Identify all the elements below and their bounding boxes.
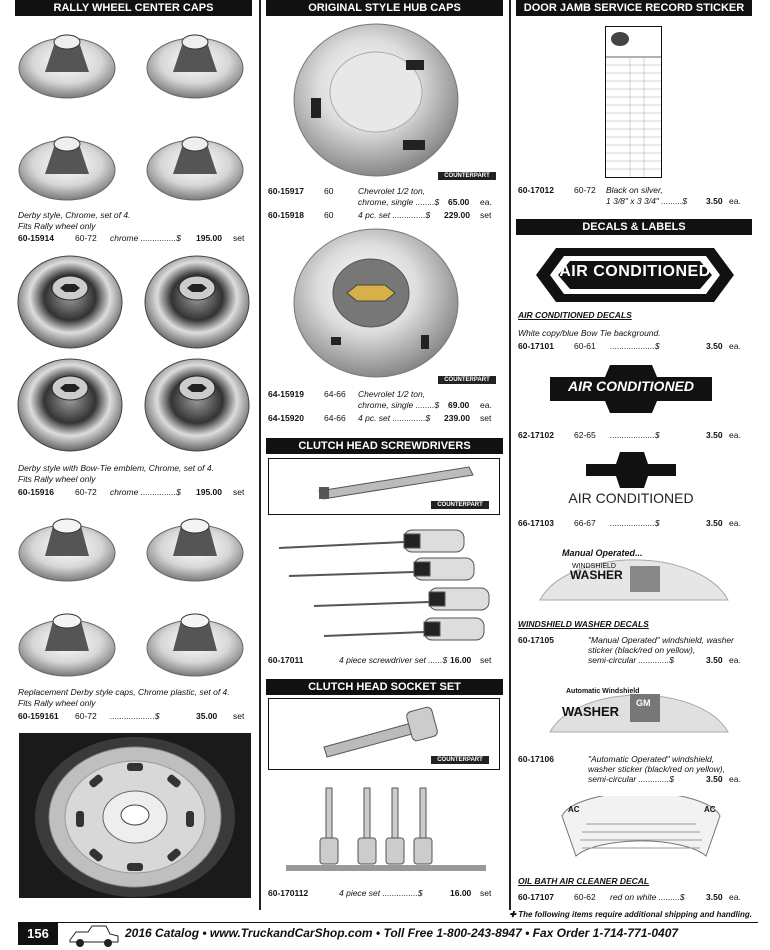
item-description: red on white .........$ <box>610 892 685 902</box>
price: 3.50 <box>706 341 723 351</box>
section-header: DOOR JAMB SERVICE RECORD STICKER <box>516 0 752 16</box>
year-range: 60-72 <box>75 487 97 497</box>
price: 195.00 <box>196 487 222 497</box>
unit: ea. <box>729 430 741 440</box>
price: 69.00 <box>448 400 470 410</box>
price: 3.50 <box>706 518 723 528</box>
replacement-caps-image <box>15 508 252 686</box>
ac-decal-1-text: AIR CONDITIONED <box>559 263 711 280</box>
item-description: semi-circular .............$ <box>588 774 674 784</box>
column-divider <box>259 0 261 910</box>
fitment-note: Fits Rally wheel only <box>18 221 96 231</box>
counterpart-logo: COUNTERPART <box>438 376 496 384</box>
derby-cap-top-left <box>19 35 115 98</box>
section-header: RALLY WHEEL CENTER CAPS <box>15 0 252 16</box>
price: 35.00 <box>196 711 218 721</box>
ac-decal-2-text: AIR CONDITIONED <box>568 378 694 394</box>
truck-icon <box>68 922 120 948</box>
screwdriver-bit-box <box>268 458 500 515</box>
manual-operated-text: Manual Operated... <box>562 548 643 558</box>
shipping-note: ✚ The following items require additional shipping and handling. <box>509 910 752 919</box>
part-number: 62-17102 <box>518 430 554 440</box>
hub-cap-60-image <box>291 20 481 180</box>
unit: set <box>480 655 492 665</box>
part-number: 60-17107 <box>518 892 554 902</box>
part-number: 64-15920 <box>268 413 304 423</box>
ac-logo-right: AC <box>704 805 716 814</box>
part-number: 60-159161 <box>18 711 59 721</box>
item-description: ...................$ <box>610 430 660 440</box>
item-description: 4 piece screwdriver set ......$ <box>339 655 448 665</box>
unit: ea. <box>480 400 492 410</box>
unit: set <box>233 233 245 243</box>
year-range: 60-72 <box>574 185 596 195</box>
product-description: Derby style with Bow-Tie emblem, Chrome, set of 4. <box>18 463 214 473</box>
year-range: 60-62 <box>574 892 596 902</box>
price: 229.00 <box>444 210 470 220</box>
unit: set <box>233 711 245 721</box>
subsection-title: AIR CONDITIONED DECALS <box>518 310 632 320</box>
item-description: sticker (black/red on yellow), <box>588 645 696 655</box>
unit: set <box>233 487 245 497</box>
washer-text: WASHER <box>562 704 620 719</box>
price: 3.50 <box>706 196 723 206</box>
unit: ea. <box>729 774 741 784</box>
decals-section <box>516 0 752 910</box>
price: 3.50 <box>706 430 723 440</box>
unit: ea. <box>729 518 741 528</box>
counterpart-logo: COUNTERPART <box>431 501 489 509</box>
item-description: semi-circular .............$ <box>588 655 674 665</box>
item-description: Chevrolet 1/2 ton, <box>358 389 426 399</box>
item-description: ...................$ <box>610 518 660 528</box>
item-description: Black on silver, <box>606 185 663 195</box>
product-description: Derby style, Chrome, set of 4. <box>18 210 131 220</box>
item-description: "Automatic Operated" windshield, <box>588 754 715 764</box>
part-number: 60-170112 <box>268 888 309 898</box>
part-number: 60-15918 <box>268 210 304 220</box>
page-footer <box>0 910 770 950</box>
ac-logo-left: AC <box>568 805 580 814</box>
year-range: 60-61 <box>574 341 596 351</box>
part-number: 60-17105 <box>518 635 554 645</box>
item-description: chrome ...............$ <box>110 233 181 243</box>
item-description: 1 3/8" x 3 3/4" .........$ <box>606 196 688 206</box>
socket-bit-box <box>268 698 500 770</box>
unit: set <box>480 888 492 898</box>
ac-decal-3-text: AIR CONDITIONED <box>568 490 694 506</box>
part-number: 60-17101 <box>518 341 554 351</box>
item-description: 4 pc. set ..............$ <box>358 210 431 220</box>
screwdrivers-image <box>274 520 499 645</box>
unit: set <box>480 210 492 220</box>
year-range: 64-66 <box>324 389 346 399</box>
price: 3.50 <box>706 892 723 902</box>
year-range: 60 <box>324 210 334 220</box>
footer-divider <box>18 922 758 923</box>
section-header: CLUTCH HEAD SCREWDRIVERS <box>266 438 503 454</box>
unit: ea. <box>729 892 741 902</box>
product-description: Replacement Derby style caps, Chrome plastic, set of 4. <box>18 687 230 697</box>
price: 16.00 <box>450 655 472 665</box>
fitment-note: Fits Rally wheel only <box>18 698 96 708</box>
price: 16.00 <box>450 888 472 898</box>
part-number: 60-15914 <box>18 233 54 243</box>
rally-wheel-photo <box>19 733 251 898</box>
price: 65.00 <box>448 197 470 207</box>
section-header: ORIGINAL STYLE HUB CAPS <box>266 0 503 16</box>
part-number: 66-17103 <box>518 518 554 528</box>
item-description: "Manual Operated" windshield, washer <box>588 635 734 645</box>
subsection-title: WINDSHIELD WASHER DECALS <box>518 619 649 629</box>
part-number: 60-15917 <box>268 186 304 196</box>
item-description: 4 piece set ...............$ <box>339 888 423 898</box>
part-number: 60-15916 <box>18 487 54 497</box>
bowtie-caps-image <box>15 250 252 460</box>
socket-set-image <box>286 780 496 880</box>
footer-contact-line: 2016 Catalog • www.TruckandCarShop.com • Toll Free 1-800-243-8947 • Fax Order 1-714-771-0407 <box>125 926 679 940</box>
section-header: DECALS & LABELS <box>516 219 752 235</box>
automatic-windshield-text: Automatic Windshield <box>566 688 640 695</box>
part-number: 60-17106 <box>518 754 554 764</box>
price: 239.00 <box>444 413 470 423</box>
section-header: CLUTCH HEAD SOCKET SET <box>266 679 503 695</box>
counterpart-logo: COUNTERPART <box>431 756 489 764</box>
price: 3.50 <box>706 655 723 665</box>
subsection-title: OIL BATH AIR CLEANER DECAL <box>518 876 650 886</box>
product-description: White copy/blue Bow Tie background. <box>518 328 661 338</box>
item-description: 4 pc. set ..............$ <box>358 413 431 423</box>
item-description: chrome, single ........$ <box>358 197 440 207</box>
year-range: 62-65 <box>574 430 596 440</box>
part-number: 60-17011 <box>268 655 304 665</box>
bowtie-emblem-icon <box>586 452 676 488</box>
hub-cap-64-image <box>291 225 481 380</box>
windshield-text: WINDSHIELD <box>572 563 616 570</box>
year-range: 60 <box>324 186 334 196</box>
service-record-sticker <box>605 26 662 178</box>
service-record-sticker-image <box>606 27 661 177</box>
item-description: chrome, single ........$ <box>358 400 440 410</box>
hub-caps-section <box>266 0 503 910</box>
unit: ea. <box>729 655 741 665</box>
page-number: 156 <box>18 923 58 945</box>
item-description: washer sticker (black/red on yellow), <box>588 764 725 774</box>
washer-text: WASHER <box>570 568 623 582</box>
price: 195.00 <box>196 233 222 243</box>
unit: set <box>480 413 492 423</box>
unit: ea. <box>729 341 741 351</box>
counterpart-logo: COUNTERPART <box>438 172 496 180</box>
oil-bath-decal <box>556 796 726 862</box>
item-description: Chevrolet 1/2 ton, <box>358 186 426 196</box>
derby-caps-image <box>15 20 252 210</box>
item-description: chrome ...............$ <box>110 487 181 497</box>
price: 3.50 <box>706 774 723 784</box>
unit: ea. <box>729 196 741 206</box>
unit: ea. <box>480 197 492 207</box>
year-range: 60-72 <box>75 233 97 243</box>
part-number: 60-17012 <box>518 185 554 195</box>
year-range: 60-72 <box>75 711 97 721</box>
year-range: 64-66 <box>324 413 346 423</box>
column-divider <box>509 0 511 910</box>
rally-wheel-center-caps-section <box>15 0 252 910</box>
year-range: 66-67 <box>574 518 596 528</box>
item-description: ...................$ <box>110 711 160 721</box>
item-description: ...................$ <box>610 341 660 351</box>
fitment-note: Fits Rally wheel only <box>18 474 96 484</box>
part-number: 64-15919 <box>268 389 304 399</box>
gm-logo: GM <box>636 698 651 708</box>
